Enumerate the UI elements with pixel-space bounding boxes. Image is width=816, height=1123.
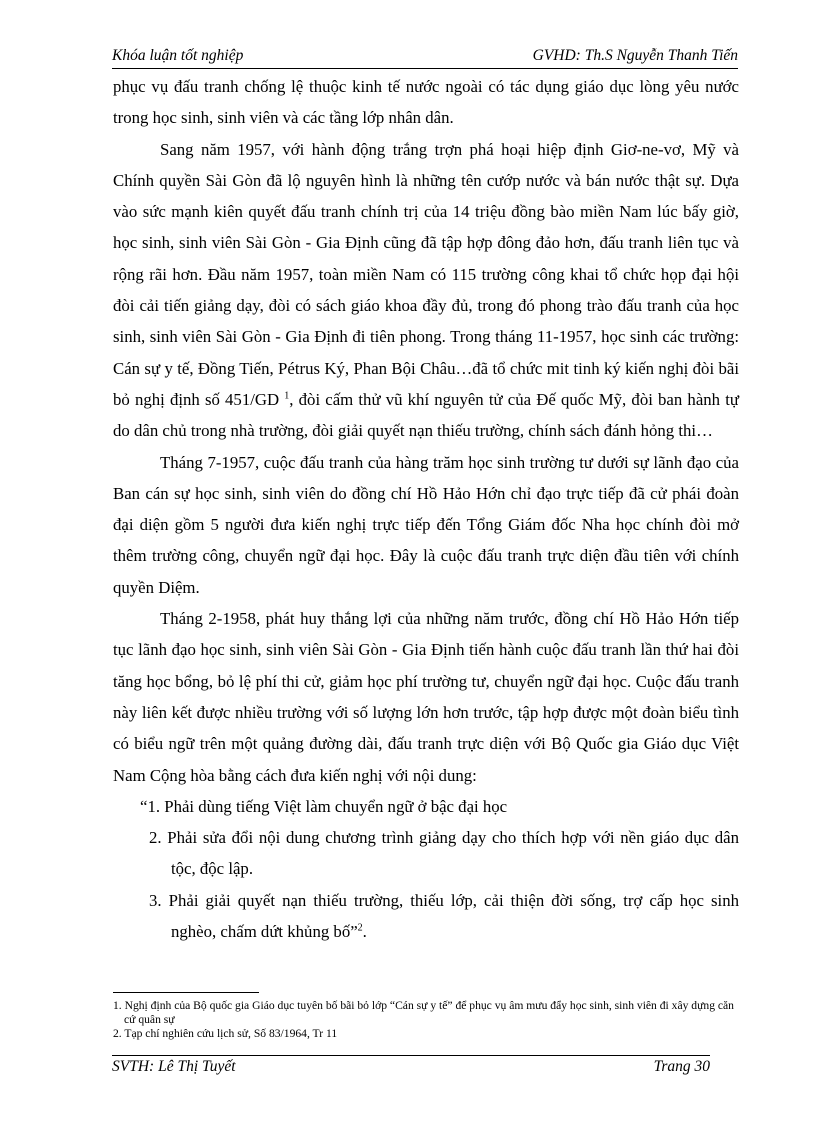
header-advisor: GVHD: Th.S Nguyễn Thanh Tiến (532, 47, 738, 64)
demand-item-3-end: . (362, 922, 367, 942)
footnote-2: 2. Tạp chí nghiên cứu lịch sử, Số 83/1964, Tr 11 (113, 1027, 338, 1040)
demand-item-2: 2. Phải sửa đổi nội dung chương trình giảng dạy cho thích hợp với nền giáo dục dân tộc, độc lập. (149, 828, 739, 879)
footnote-1: 1. Nghị định của Bộ quốc gia Giáo dục tuyên bố bãi bỏ lớp “Cán sự y tế” để phục vụ âm mưu đẩy học sinh, sinh viên đi xây dựng căn cứ quân sự (113, 999, 734, 1026)
footer-student: SVTH: Lê Thị Tuyết (112, 1058, 236, 1075)
footnote-ref-1: 1 (284, 390, 290, 402)
page-header (112, 46, 738, 69)
paragraph-1957 (113, 134, 739, 447)
demand-item-3 (113, 885, 739, 948)
page-footer (112, 1055, 710, 1077)
paragraph-continued: phục vụ đấu tranh chống lệ thuộc kinh tế nước ngoài có tác dụng giáo dục lòng yêu nước trong học sinh, sinh viên và các tầng lớp nhân dân. (113, 77, 739, 128)
paragraph-july-1957: Tháng 7-1957, cuộc đấu tranh của hàng trăm học sinh trường tư dưới sự lãnh đạo của Ban cán sự học sinh, sinh viên do đồng chí Hồ Hảo Hớn chỉ đạo trực tiếp đã cử phái đoàn đại diện gồm 5 người đưa kiến nghị trực tiếp đến Tổng Giám đốc Nha học chính đòi mở thêm trường công, chuyển ngữ đại học. Đây là cuộc đấu tranh trực diện đầu tiên với chính quyền Diệm. (113, 452, 739, 597)
header-thesis-label: Khóa luận tốt nghiệp (112, 47, 244, 64)
page-number: Trang 30 (653, 1058, 710, 1075)
document-body (113, 71, 739, 947)
footnote-ref-2: 2 (357, 922, 363, 934)
footnotes (113, 999, 739, 1041)
demand-item-3-text: 3. Phải giải quyết nạn thiếu trường, thiếu lớp, cải thiện đời sống, trợ cấp học sinh nghèo, chấm dứt khủng bố” (149, 890, 739, 942)
paragraph-feb-1958: Tháng 2-1958, phát huy thắng lợi của những năm trước, đồng chí Hồ Hảo Hớn tiếp tục lãnh đạo học sinh, sinh viên Sài Gòn - Gia Định tiến hành cuộc đấu tranh lần thứ hai đòi tăng học bổng, bỏ lệ phí thi cử, giảm học phí trường tư, chuyển ngữ đại học. Cuộc đấu tranh này liên kết được nhiều trường với số lượng lớn hơn trước, tập hợp được một đoàn biểu tình có biểu ngữ trên một quảng đường dài, đấu tranh trực diện với Bộ Quốc gia Giáo dục Việt Nam Cộng hòa bằng cách đưa kiến nghị với nội dung: (113, 609, 739, 785)
paragraph-1957-text: Sang năm 1957, với hành động trắng trợn phá hoại hiệp định Giơ-ne-vơ, Mỹ và Chính quyền Sài Gòn đã lộ nguyên hình là những tên cướp nước và bán nước thật sự. Dựa vào sức mạnh kiên quyết đấu tranh chính trị của 14 triệu đồng bào miền Nam lúc bấy giờ, học sinh, sinh viên Sài Gòn - Gia Định cũng đã tập hợp đông đảo hơn, đấu tranh liên tục và rộng rãi hơn. Đầu năm 1957, toàn miền Nam có 115 trường công khai tổ chức họp đại hội đòi cải tiến giảng dạy, đòi có sách giáo khoa đầy đủ, trong đó phong trào đấu tranh của học sinh, sinh viên Sài Gòn - Gia Định đi tiên phong. Trong tháng 11-1957, học sinh các trường: Cán sự y tế, Đồng Tiến, Pétrus Ký, Phan Bội Châu…đã tổ chức mit tinh ký kiến nghị đòi bãi bỏ nghị định số 451/GD (113, 139, 739, 409)
demands-list (113, 791, 739, 947)
footnote-separator (113, 992, 259, 993)
demand-item-1: “1. Phải dùng tiếng Việt làm chuyển ngữ ở bậc đại học (140, 796, 508, 816)
paragraph-1957-tail: , đòi cấm thử vũ khí nguyên tử của Đế quốc Mỹ, đòi ban hành tự do dân chủ trong nhà trường, đòi giải quyết nạn thiếu trường, chính sách đánh hỏng thi… (113, 389, 739, 441)
